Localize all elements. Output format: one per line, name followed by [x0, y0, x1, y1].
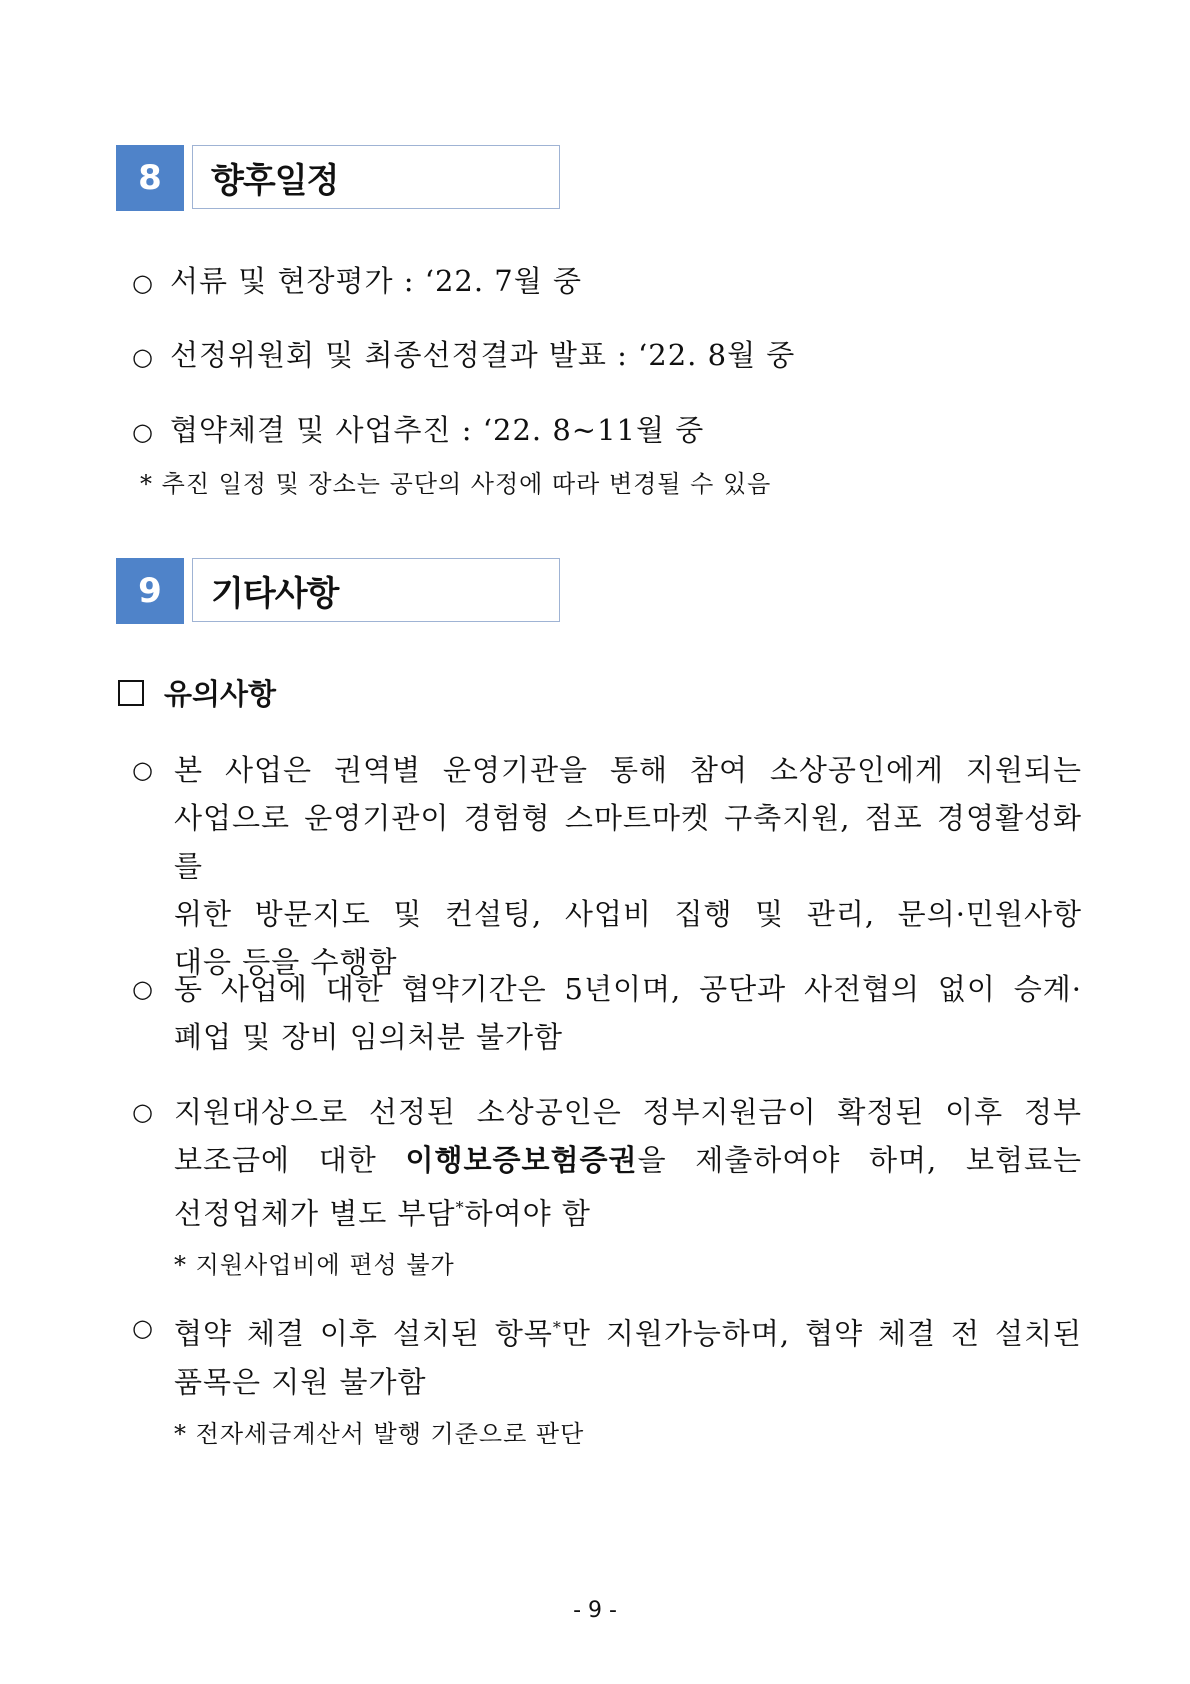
notice-paragraph — [132, 746, 1082, 986]
paragraph-line: 위한 방문지도 및 컨설팅, 사업비 집행 및 관리, 문의·민원사항 — [174, 897, 1082, 931]
circle-bullet-icon: ○ — [132, 343, 154, 371]
circle-bullet-icon: ○ — [132, 418, 154, 446]
notice-paragraph — [132, 1304, 1082, 1406]
circle-bullet-icon: ○ — [132, 1314, 153, 1342]
section-number: 8 — [116, 145, 184, 211]
schedule-item — [132, 408, 704, 449]
subhead — [118, 672, 276, 713]
paragraph-line: 대응 등을 수행함 — [174, 945, 398, 979]
section-number: 9 — [116, 558, 184, 624]
footnote-mark: * — [455, 1198, 465, 1217]
schedule-item — [132, 259, 582, 300]
square-checkbox-icon — [118, 680, 144, 706]
circle-bullet-icon: ○ — [132, 269, 154, 297]
section-title: 기타사항 — [192, 558, 560, 622]
paragraph-line: 동 사업에 대한 협약기간은 5년이며, 공단과 사전협의 없이 승계· — [174, 972, 1082, 1006]
notice-paragraph — [132, 965, 1082, 1061]
subhead-label: 유의사항 — [164, 677, 277, 711]
paragraph-line: 선정업체가 별도 부담*하여야 함 — [174, 1196, 591, 1231]
circle-bullet-icon: ○ — [132, 756, 153, 784]
paragraph-line: 지원대상으로 선정된 소상공인은 정부지원금이 확정된 이후 정부 — [174, 1095, 1082, 1129]
paragraph-line: 본 사업은 권역별 운영기관을 통해 참여 소상공인에게 지원되는 — [174, 753, 1082, 787]
notice-paragraph — [132, 1088, 1082, 1238]
page-number: - 9 - — [573, 1598, 617, 1623]
circle-bullet-icon: ○ — [132, 975, 153, 1003]
section-title: 향후일정 — [192, 145, 560, 209]
schedule-item — [132, 333, 795, 374]
paragraph-line: 협약 체결 이후 설치된 항목*만 지원가능하며, 협약 체결 전 설치된 — [174, 1316, 1082, 1351]
circle-bullet-icon: ○ — [132, 1098, 153, 1126]
paragraph-line: 품목은 지원 불가함 — [174, 1364, 427, 1399]
section-9-header — [116, 558, 560, 624]
paragraph-line: 폐업 및 장비 임의처분 불가함 — [174, 1020, 564, 1054]
schedule-note: * 추진 일정 및 장소는 공단의 사정에 따라 변경될 수 있음 — [140, 470, 772, 498]
paragraph-line: 보조금에 대한 이행보증보험증권을 제출하여야 하며, 보험료는 — [174, 1143, 1082, 1177]
bond-term: 이행보증보험증권 — [405, 1143, 638, 1177]
footnote: * 지원사업비에 편성 불가 — [174, 1251, 455, 1279]
schedule-item-text: 협약체결 및 사업추진 : ‘22. 8~11월 중 — [170, 413, 705, 447]
section-8-header — [116, 145, 560, 211]
schedule-item-text: 선정위원회 및 최종선정결과 발표 : ‘22. 8월 중 — [170, 338, 796, 372]
paragraph-line: 사업으로 운영기관이 경험형 스마트마켓 구축지원, 점포 경영활성화를 — [174, 801, 1082, 883]
schedule-item-text: 서류 및 현장평가 : ‘22. 7월 중 — [170, 264, 582, 298]
footnote: * 전자세금계산서 발행 기준으로 판단 — [174, 1420, 585, 1448]
footnote-mark: * — [552, 1318, 562, 1337]
